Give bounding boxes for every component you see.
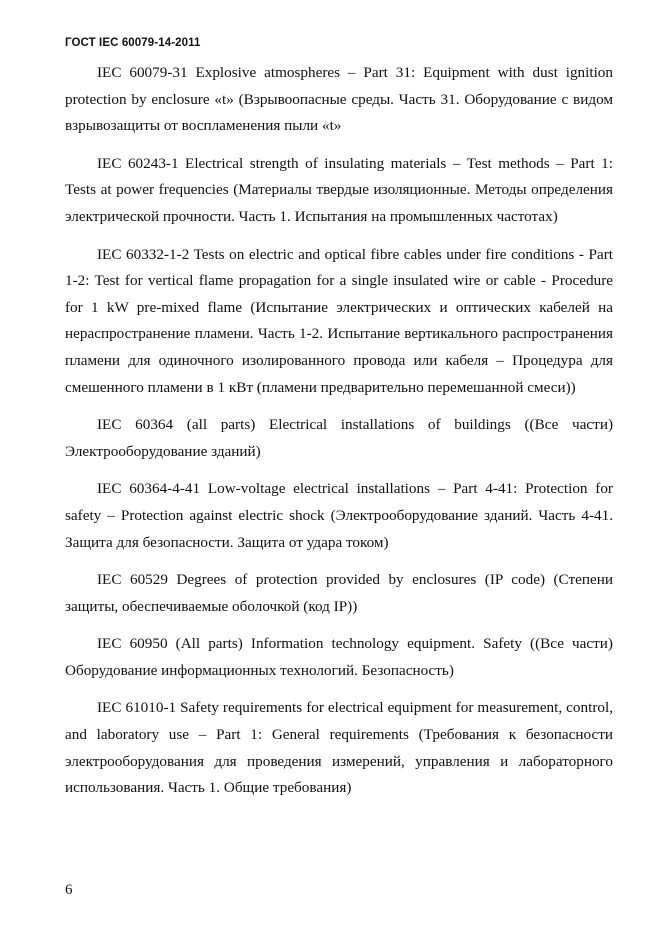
- page-number: 6: [65, 882, 73, 898]
- references-list: [65, 60, 613, 813]
- reference-iec-60364-4-41: IEC 60364-4-41 Low-voltage electrical installations – Part 4-41: Protection for safety – Protection against electric shock (Электрооборудование зданий. Часть 4-41. Защита для безопасности. Защита от удара током): [65, 480, 613, 551]
- reference-iec-60079-31: IEC 60079-31 Explosive atmospheres – Part 31: Equipment with dust ignition protection by enclosure «t» (Взрывоопасные среды. Часть 31. Оборудование с видом взрывозащиты от воспламенения пыли «t»: [65, 64, 613, 135]
- reference-iec-60243-1: IEC 60243-1 Electrical strength of insulating materials – Test methods – Part 1: Tests at power frequencies (Материалы твердые изоляционные. Методы определения электрической прочности. Часть 1. Испытания на промышленных частотах): [65, 154, 613, 225]
- reference-iec-60364: IEC 60364 (all parts) Electrical installations of buildings ((Все части) Электрооборудование зданий): [65, 416, 613, 460]
- reference-iec-60529: IEC 60529 Degrees of protection provided by enclosures (IP code) (Степени защиты, обеспечиваемые оболочкой (код IP)): [65, 571, 613, 615]
- document-header: ГОСТ IEC 60079-14-2011: [65, 37, 201, 49]
- reference-iec-61010-1: IEC 61010-1 Safety requirements for electrical equipment for measurement, control, and laboratory use – Part 1: General requirements (Требования к безопасности электрооборудования для проведения измерений, управления и лабораторного использования. Часть 1. Общие требования): [65, 699, 613, 797]
- reference-iec-60332-1-2: IEC 60332-1-2 Tests on electric and optical fibre cables under fire conditions - Part 1-2: Test for vertical flame propagation for a single insulated wire or cable - Procedure for 1 kW pre-mixed flame (Испытание электрических и оптических кабелей на нераспространение пламени. Часть 1-2. Испытание вертикального распространения пламени для одиночного изолированного провода или кабеля – Процедура для смешенного пламени в 1 кВт (пламени предварительно перемешанной смеси)): [65, 245, 613, 396]
- reference-iec-60950: IEC 60950 (All parts) Information technology equipment. Safety ((Все части) Оборудование информационных технологий. Безопасность): [65, 635, 613, 679]
